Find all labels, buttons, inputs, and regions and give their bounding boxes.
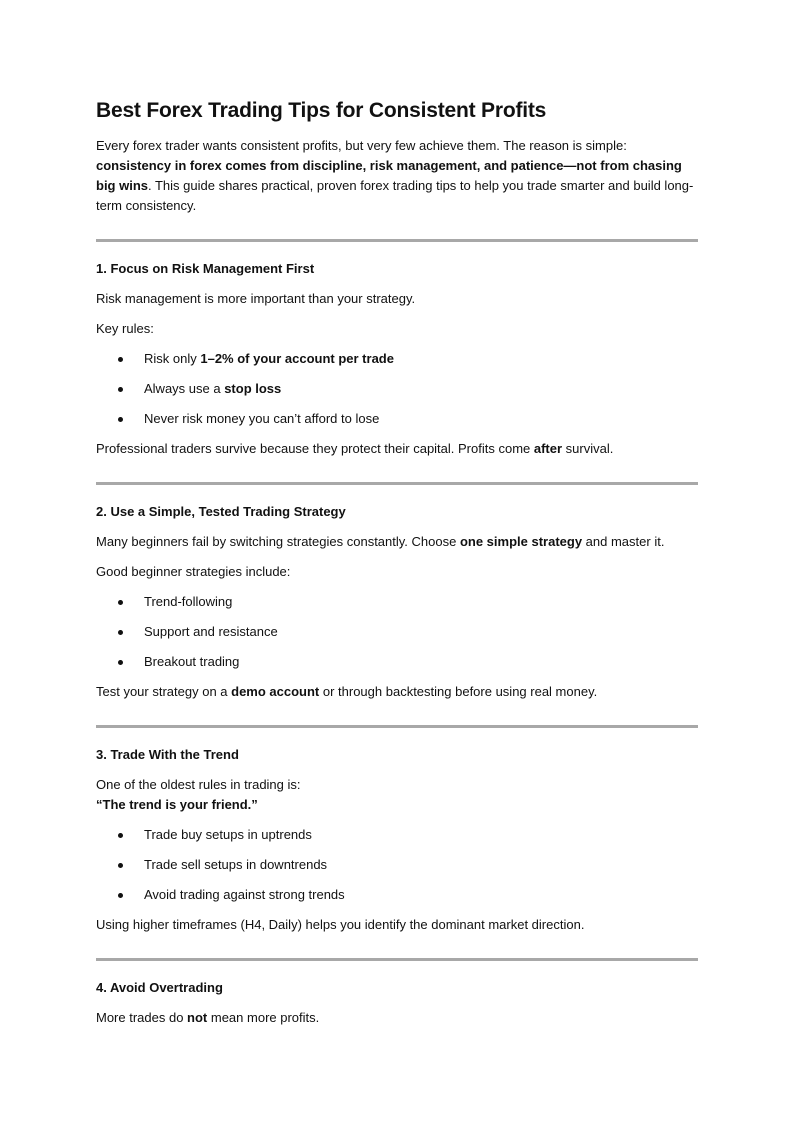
list-item-text: Trade sell setups in downtrends: [144, 857, 328, 872]
list-item: [96, 379, 698, 399]
paragraph: [96, 439, 698, 459]
bullet-list: [96, 825, 698, 905]
bullet-icon: [118, 417, 123, 422]
intro-emphasis: consistency in forex comes from discipline, risk management, and patience—not from chasing big wins: [96, 158, 682, 193]
section-divider: [96, 239, 698, 242]
paragraph-emphasis: one simple strategy: [459, 534, 583, 549]
section-divider: [96, 958, 698, 961]
list-item: [96, 622, 698, 642]
section-divider: [96, 482, 698, 485]
list-item: [96, 349, 698, 369]
intro-text: Every forex trader wants consistent profits, but very few achieve them. The reason is simple:: [96, 138, 627, 153]
bullet-icon: [118, 600, 123, 605]
paragraph-emphasis: demo account: [231, 684, 320, 699]
list-item: [96, 592, 698, 612]
paragraph: [96, 682, 698, 702]
list-item: [96, 652, 698, 672]
paragraph: [96, 532, 698, 552]
paragraph-text-end: mean more profits.: [207, 1010, 320, 1025]
quote: “The trend is your friend.”: [96, 797, 258, 812]
section-heading-risk-management: 1. Focus on Risk Management First: [96, 261, 315, 276]
paragraph: Risk management is more important than your strategy.: [96, 291, 416, 306]
page-title: Best Forex Trading Tips for Consistent Profits: [96, 99, 547, 122]
paragraph-text: More trades do: [96, 1010, 188, 1025]
section-heading-trend: 3. Trade With the Trend: [96, 747, 239, 762]
list-item: [96, 855, 698, 875]
list-item-text: Support and resistance: [144, 624, 278, 639]
paragraph-text: Many beginners fail by switching strategies constantly. Choose: [96, 534, 460, 549]
bullet-icon: [118, 630, 123, 635]
intro-text-end: . This guide shares practical, proven forex trading tips to help you trade smarter and build long-term consistency.: [96, 178, 694, 213]
paragraph-text-end: and master it.: [582, 534, 665, 549]
list-item: [96, 409, 698, 429]
list-item-text: Always use a: [144, 381, 225, 396]
paragraph-emphasis: not: [187, 1010, 208, 1025]
paragraph: Key rules:: [96, 321, 154, 336]
paragraph-text: Test your strategy on a: [96, 684, 232, 699]
bullet-icon: [118, 387, 123, 392]
paragraph-text-end: or through backtesting before using real money.: [319, 684, 598, 699]
list-item: [96, 885, 698, 905]
paragraph: [96, 1008, 698, 1028]
section-divider: [96, 725, 698, 728]
list-item-text: Never risk money you can’t afford to lose: [144, 411, 380, 426]
paragraph: Good beginner strategies include:: [96, 564, 291, 579]
bullet-icon: [118, 660, 123, 665]
intro-paragraph: [96, 136, 698, 216]
paragraph: Using higher timeframes (H4, Daily) helps you identify the dominant market direction.: [96, 917, 585, 932]
list-item-emphasis: stop loss: [224, 381, 282, 396]
bullet-icon: [118, 357, 123, 362]
paragraph: One of the oldest rules in trading is:: [96, 777, 301, 792]
list-item-text: Avoid trading against strong trends: [144, 887, 345, 902]
paragraph-text-end: survival.: [562, 441, 614, 456]
bullet-icon: [118, 833, 123, 838]
list-item-text: Trade buy setups in uptrends: [144, 827, 312, 842]
section-heading-overtrading: 4. Avoid Overtrading: [96, 980, 223, 995]
list-item-text: Breakout trading: [144, 654, 240, 669]
list-item-text: Risk only: [144, 351, 201, 366]
document-page: [96, 96, 698, 1028]
list-item-text: Trend-following: [144, 594, 233, 609]
paragraph-text: Professional traders survive because they protect their capital. Profits come: [96, 441, 534, 456]
paragraph-emphasis: after: [533, 441, 563, 456]
list-item-emphasis: 1–2% of your account per trade: [200, 351, 394, 366]
bullet-icon: [118, 893, 123, 898]
section-heading-strategy: 2. Use a Simple, Tested Trading Strategy: [96, 504, 346, 519]
list-item: [96, 825, 698, 845]
bullet-list: [96, 592, 698, 672]
bullet-icon: [118, 863, 123, 868]
bullet-list: [96, 349, 698, 429]
